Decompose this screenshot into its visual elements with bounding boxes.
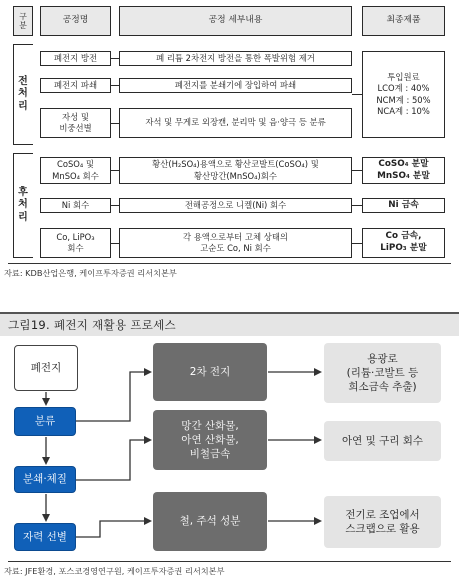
header-category: 구 분 xyxy=(13,6,33,36)
flow-middle-iron-tin: 철, 주석 성분 xyxy=(153,492,267,551)
flow-middle-oxides: 망간 산화물, 아연 산화물, 비철금속 xyxy=(153,410,267,470)
row-ni-product: Ni 금속 xyxy=(362,198,445,213)
table-source: 자료: KDB산업은행, 케이프투자증권 리서치본부 xyxy=(4,268,177,278)
flow-step-crushing-sieving: 분쇄·체질 xyxy=(14,466,76,493)
figure-title: 그림19. 폐전지 재활용 프로세스 xyxy=(0,312,459,336)
flow-step-sorting: 분류 xyxy=(14,407,76,436)
figure-bottom-rule xyxy=(8,561,451,562)
pre-treatment-product: 투입원료 LCO계 : 40% NCM계 : 50% NCA계 : 10% xyxy=(362,51,445,138)
row-ni-name: Ni 회수 xyxy=(40,198,111,213)
row-crush-name: 폐전지 파쇄 xyxy=(40,78,111,93)
row-co-product: Co 금속, LiPO₃ 분말 xyxy=(362,228,445,258)
row-discharge-name: 폐전지 방전 xyxy=(40,51,111,66)
row-coso4-name: CoSO₄ 및 MnSO₄ 회수 xyxy=(40,157,111,184)
flow-middle-secondary-battery: 2차 전지 xyxy=(153,343,267,401)
figure-source: 자료: JFE환경, 포스코경영연구원, 케이프투자증권 리서치본부 xyxy=(4,566,225,576)
flow-start-waste-battery: 폐전지 xyxy=(14,345,78,391)
row-magnetic-name: 자성 및 비중선별 xyxy=(40,108,111,138)
flow-result-blast-furnace: 용광로 (리튬·코발트 등 희소금속 추출) xyxy=(324,343,441,403)
group-pre-treatment-label: 전 처 리 xyxy=(18,75,28,112)
flow-result-zinc-copper: 아연 및 구리 회수 xyxy=(324,421,441,461)
row-co-name: Co, LiPO₃ 회수 xyxy=(40,228,111,258)
row-coso4-detail: 황산(H₂SO₄)용액으로 황산코발트(CoSO₄) 및 황산망간(MnSO₄)회수 xyxy=(119,157,352,184)
row-co-detail: 각 용액으로부터 고체 상태의 고순도 Co, Ni 회수 xyxy=(119,228,352,258)
row-ni-detail: 전해공정으로 니켈(Ni) 회수 xyxy=(119,198,352,213)
row-discharge-detail: 폐 리튬 2차전지 방전을 통한 폭발위험 제거 xyxy=(119,51,352,66)
flow-step-magnetic-separation: 자력 선별 xyxy=(14,523,76,551)
row-coso4-product: CoSO₄ 분말 MnSO₄ 분말 xyxy=(362,157,445,184)
header-process-name: 공정명 xyxy=(40,6,111,36)
row-crush-detail: 폐전지를 분쇄기에 장입하여 파쇄 xyxy=(119,78,352,93)
flow-result-electric-furnace: 전기로 조업에서 스크랩으로 활용 xyxy=(324,496,441,548)
header-process-detail: 공정 세부내용 xyxy=(119,6,352,36)
row-magnetic-detail: 자석 및 무게로 외장캔, 분리막 및 음·양극 등 분류 xyxy=(119,108,352,138)
group-post-treatment-label: 후 처 리 xyxy=(18,186,28,223)
header-final-product: 최종제품 xyxy=(362,6,445,36)
